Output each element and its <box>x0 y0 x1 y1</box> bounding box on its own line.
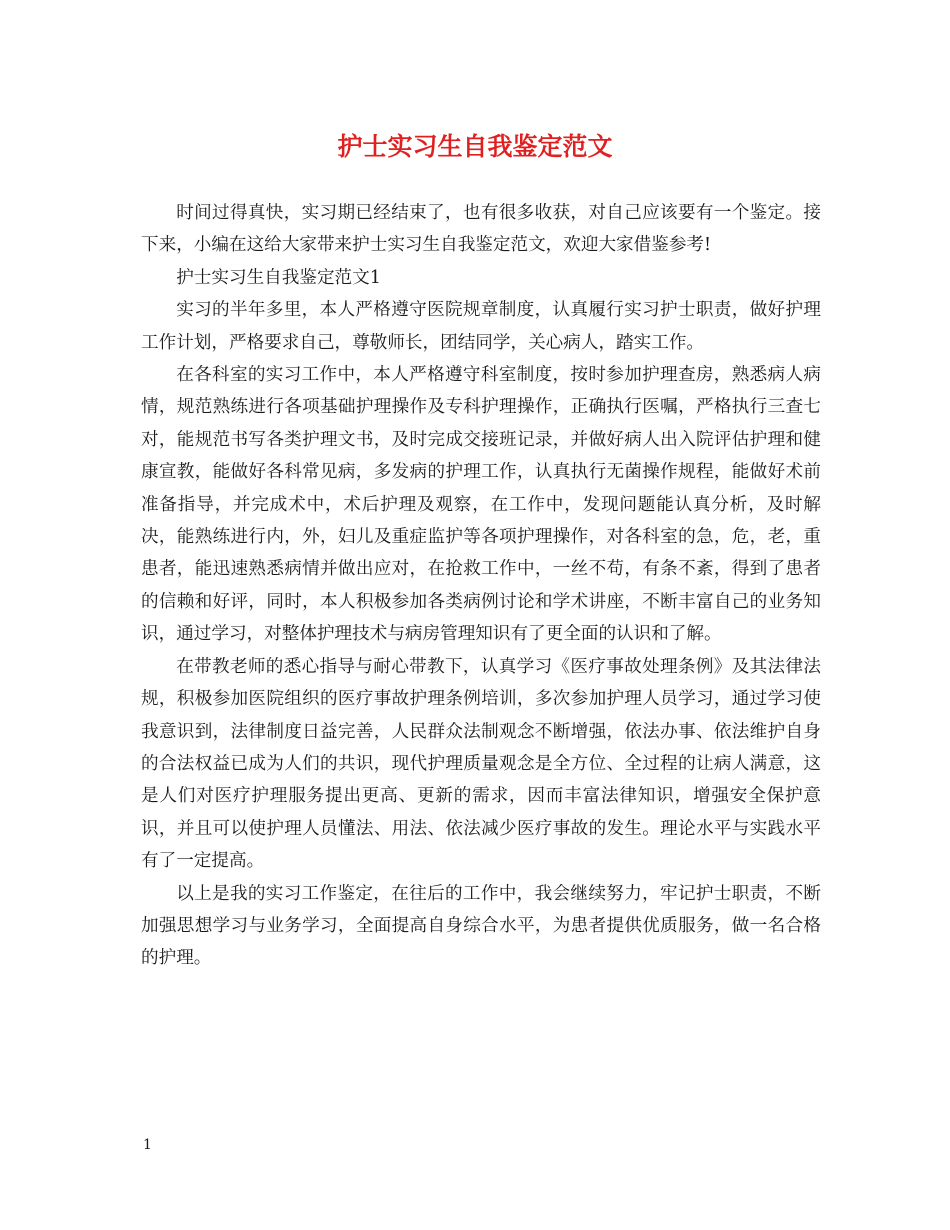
body-paragraph-1: 实习的半年多里，本人严格遵守医院规章制度，认真履行实习护士职责，做好护理工作计划，严格要求自己，尊敬师长，团结同学，关心病人，踏实工作。 <box>141 300 821 353</box>
body-paragraph-2: 在各科室的实习工作中，本人严格遵守科室制度，按时参加护理查房，熟悉病人病情，规范熟练进行各项基础护理操作及专科护理操作，正确执行医嘱，严格执行三查七对，能规范书写各类护理文书，及时完成交接班记录，并做好病人出入院评估护理和健康宣教，能做好各科常见病，多发病的护理工作，认真执行无菌操作规程，能做好术前准备指导，并完成术中，术后护理及观察，在工作中，发现问题能认真分析，及时解决，能熟练进行内，外，妇儿及重症监护等各项护理操作，对各科室的急，危，老，重患者，能迅速熟悉病情并做出应对，在抢救工作中，一丝不苟，有条不紊，得到了患者的信赖和好评，同时，本人积极参加各类病例讨论和学术讲座，不断丰富自己的业务知识，通过学习，对整体护理技术与病房管理知识有了更全面的认识和了解。 <box>141 365 821 645</box>
intro-paragraph: 时间过得真快，实习期已经结束了，也有很多收获，对自己应该要有一个鉴定。接下来，小编在这给大家带来护士实习生自我鉴定范文，欢迎大家借鉴参考! <box>141 203 821 256</box>
document-title: 护士实习生自我鉴定范文 <box>337 132 613 161</box>
section-heading: 护士实习生自我鉴定范文1 <box>176 267 381 288</box>
body-paragraph-3: 在带教老师的悉心指导与耐心带教下，认真学习《医疗事故处理条例》及其法律法规，积极参加医院组织的医疗事故护理条例培训，多次参加护理人员学习，通过学习使我意识到，法律制度日益完善，人民群众法制观念不断增强，依法办事、依法维护自身的合法权益已成为人们的共识，现代护理质量观念是全方位、全过程的让病人满意，这是人们对医疗护理服务提出更高、更新的需求，因而丰富法律知识，增强安全保护意识，并且可以使护理人员懂法、用法、依法减少医疗事故的发生。理论水平与实践水平有了一定提高。 <box>141 656 821 872</box>
page-number: 1 <box>143 1137 152 1153</box>
body-paragraph-4: 以上是我的实习工作鉴定，在往后的工作中，我会继续努力，牢记护士职责，不断加强思想学习与业务学习，全面提高自身综合水平，为患者提供优质服务，做一名合格的护理。 <box>141 883 821 969</box>
document-body <box>141 197 821 975</box>
